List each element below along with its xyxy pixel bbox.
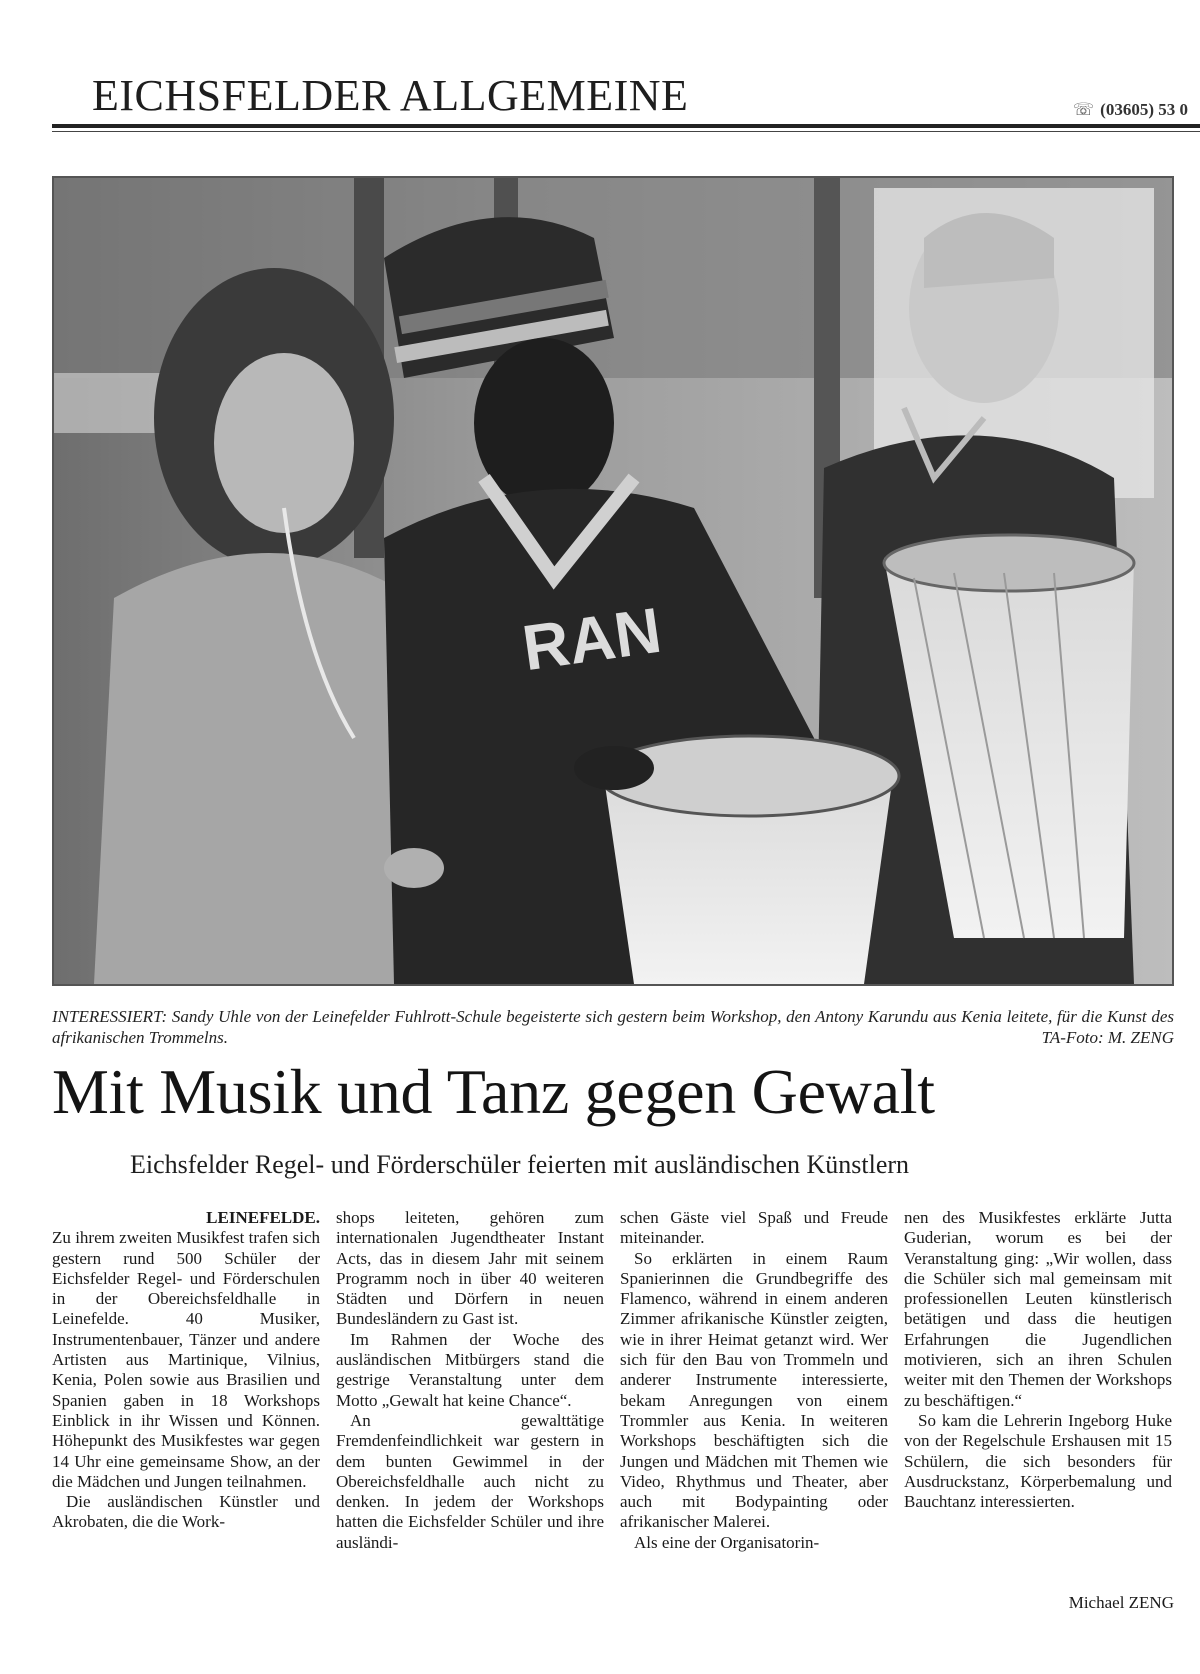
dateline: LEINEFELDE. [206,1208,320,1227]
article-column-1 [52,1208,320,1533]
article-column-3 [620,1208,888,1553]
article-author: Michael ZENG [1068,1593,1174,1612]
paragraph: So kam die Lehrerin Ingeborg Huke von der Regelschule Ershausen mit 15 Schülern, die sich besonders für Ausdruckstanz, Körperbemalung und Bauchtanz interessierten. [904,1410,1172,1512]
article-column-4 [904,1208,1172,1512]
paragraph: So erklärten in einem Raum Spanierinnen die Grundbegriffe des Flamenco, während in einem anderen Zimmer afrikanische Künstler zeigten, wie in ihrer Heimat getanzt wird. Wer sich für den Bau von Trommeln und anderer Instrumente interessierte, bekam Anregungen von einem Trommler aus Kenia. In weiteren Workshops beschäftigten sich die Jungen und Mädchen mit Themen wie Video, Rhythmus und Theater, aber auch mit Bodypainting oder afrikanischer Malerei. [620,1248,888,1532]
paragraph: Zu ihrem zweiten Musikfest trafen sich gestern rund 500 Schüler der Eichsfelder Regel- und Förderschulen in der Obereichsfeldhalle in Leinefelde. 40 Musiker, Instrumentenbauer, Tänzer und andere Artisten aus Martinique, Vilnius, Kenia, Polen sowie aus Brasilien und Spanien gaben in 18 Workshops Einblick in ihr Wissen und Können. Höhepunkt des Musikfestes war gegen 14 Uhr eine gemeinsame Show, an der die Mädchen und Jungen teilnahmen. [52,1228,320,1491]
article-photo [52,176,1174,986]
article-column-2 [336,1208,604,1553]
photo-illustration [54,178,1172,984]
phone-number: (03605) 53 0 [1100,100,1188,119]
article-headline: Mit Musik und Tanz gegen Gewalt [52,1056,935,1127]
paragraph: Die ausländischen Künstler und Akrobaten, die die Work- [52,1492,320,1532]
photo-caption [52,1006,1174,1048]
telephone-icon: ☏ [1072,100,1095,119]
paragraph: Als eine der Organisatorin- [634,1532,820,1552]
masthead-phone [1073,100,1188,120]
masthead-title: EICHSFELDER ALLGEMEINE [92,71,689,120]
article-subheadline: Eichsfelder Regel- und Förderschüler feierten mit ausländischen Künstlern [130,1150,910,1179]
paragraph: An gewalttätige Fremdenfeindlichkeit war gestern in dem bunten Gewimmel in der Obereichsfeldhalle auch nicht zu denken. In jedem der Workshops hatten die Eichsfelder Schüler und ihre ausländi- [336,1410,604,1552]
paragraph: shops leiteten, gehören zum internationalen Jugendtheater Instant Acts, das in diesem Jahr mit seinem Programm noch in über 40 weiteren Städten und Dörfern in neuen Bundesländern zu Gast ist. [336,1208,604,1329]
paragraph: schen Gäste viel Spaß und Freude miteinander. [620,1208,888,1248]
paragraph: nen des Musikfestes erklärte Jutta Guderian, worum es bei der Veranstaltung ging: „Wir wollen, dass die Schüler sich mal gemeinsam mit professionellen Leuten künstlerisch betätigen und dass die heutigen Erfahrungen die Jugendlichen motivieren, sich an ihren Schulen weiter mit den Themen der Workshops zu beschäftigen.“ [904,1208,1172,1410]
photo-credit: TA-Foto: M. ZENG [1041,1028,1174,1047]
masthead-rule [52,124,1200,128]
paragraph: Im Rahmen der Woche des ausländischen Mitbürgers stand die gestrige Veranstaltung unter dem Motto „Gewalt hat keine Chance“. [336,1329,604,1410]
caption-text: INTERESSIERT: Sandy Uhle von der Leinefelder Fuhlrott-Schule begeisterte sich gestern beim Workshop, den Antony Karundu aus Kenia leitete, für die Kunst des afrikanischen Trommelns. [52,1007,1174,1047]
article-body [52,1208,1174,1612]
svg-text:RAN: RAN [518,593,666,685]
masthead-rule-thin [52,131,1200,132]
